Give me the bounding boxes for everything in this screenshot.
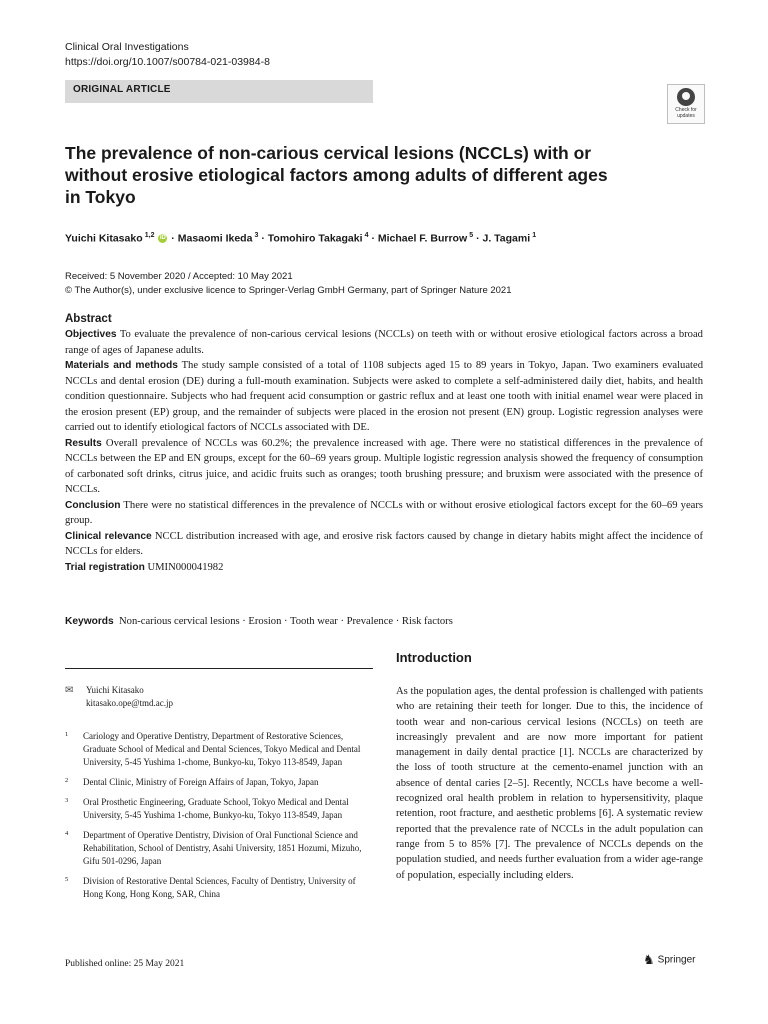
abstract-objectives xyxy=(65,327,703,358)
results-label: Results xyxy=(65,437,102,449)
springer-horse-icon: ♞ xyxy=(643,952,655,967)
affiliation-number: 5 xyxy=(65,876,69,883)
methods-label: Materials and methods xyxy=(65,360,178,371)
abstract-body xyxy=(65,327,703,575)
abstract-methods xyxy=(65,358,703,436)
affiliation-text: Cariology and Operative Dentistry, Department of Restorative Sciences, Graduate School of Medical and Dental Sciences, Tokyo Medical and Dental University, 5-45 Yushima 1-chome, Bunkyo-ku, Tokyo 113-8549, Japan xyxy=(83,731,361,767)
author-name[interactable]: Yuichi Kitasako xyxy=(65,232,143,245)
check-updates-icon xyxy=(677,88,695,106)
author-affiliation-sup: 1 xyxy=(532,232,537,239)
affiliation-text: Division of Restorative Dental Sciences, Faculty of Dentistry, University of Hong Kong, Hong Kong, SAR, China xyxy=(83,876,356,899)
affiliation-text: Dental Clinic, Ministry of Foreign Affairs of Japan, Tokyo, Japan xyxy=(83,777,319,787)
abstract-clinical-relevance xyxy=(65,529,703,560)
affiliation-number: 4 xyxy=(65,830,69,837)
author-name[interactable]: Michael F. Burrow xyxy=(377,232,468,245)
affiliation-item xyxy=(65,776,375,789)
article-dates xyxy=(65,270,512,298)
affiliation-text: Department of Operative Dentistry, Division of Oral Functional Science and Rehabilitation, School of Dentistry, Asahi University, 1851 Hozumi, Mizuho, Gifu 501-0296, Japan xyxy=(83,830,362,866)
results-text: Overall prevalence of NCCLs was 60.2%; the prevalence increased with age. There were no statistical differences in the prevalence of NCCLs between the EP and EN groups, except for the 60–69 years group. Multiple logistic regression analysis showed the frequency of consumption of carbonated soft drinks, citrus juice, and acidic fruits such as oranges; tooth brushing pressure; and bruxism were associated with the presence of NCCLs. xyxy=(65,437,703,495)
author-name[interactable]: Masaomi Ikeda xyxy=(177,232,253,245)
introduction-heading: Introduction xyxy=(396,650,472,665)
affiliation-number: 2 xyxy=(65,777,69,784)
envelope-icon: ✉ xyxy=(65,685,74,696)
author-affiliation-sup: 3 xyxy=(254,232,259,239)
affiliation-item xyxy=(65,829,375,868)
doi-link[interactable]: https://doi.org/10.1007/s00784-021-03984-8 xyxy=(65,56,270,68)
copyright-line: © The Author(s), under exclusive licence to Springer-Verlag GmbH Germany, part of Springer Nature 2021 xyxy=(65,285,512,296)
keywords-text: Non-carious cervical lesions · Erosion · Tooth wear · Prevalence · Risk factors xyxy=(119,616,453,627)
abstract-trial-registration xyxy=(65,560,703,576)
author-affiliation-sup: 5 xyxy=(469,232,474,239)
journal-header xyxy=(65,40,270,70)
author-list: Yuichi Kitasako $^{1,2}$ iD · Masaomi Ikeda $^3$ · Tomohiro Takagaki $^4$ · Michael F. Burrow $^5$ · J. Tagami $^1$ xyxy=(65,232,537,245)
correspondence-email[interactable]: kitasako.ope@tmd.ac.jp xyxy=(86,698,174,708)
affiliation-text: Oral Prosthetic Engineering, Graduate School, Tokyo Medical and Dental University, 5-45 Yushima 1-chome, Bunkyo-ku, Tokyo 113-8549, Japan xyxy=(83,797,349,820)
conclusion-text: There were no statistical differences in the prevalence of NCCLs with or without erosive etiological factors except for the 60–69 years group. xyxy=(65,499,703,526)
check-for-updates-badge[interactable] xyxy=(667,84,705,124)
objectives-label: Objectives xyxy=(65,329,117,340)
orcid-icon[interactable]: iD xyxy=(159,235,166,242)
introduction-paragraph: As the population ages, the dental profession is challenged with patients who are retaining their teeth for longer. Due to this, the incidence of tooth wear and non-carious cervical lesions (NCCLs) on teeth are increasingly prevalent and are now more important for patient management in daily dental practice [1]. NCCLs are characterized by the loss of tooth structure at the cemento-enamel junction with an absence of dental caries [2–5]. Recently, NCCLs have become a well-recognized oral health problem in relation to hypersensitivity, plaque retention, root fracture, and aesthetic problems [6]. A systematic review reported that the prevalence rate of NCCLs in the adult population can range from 5 to 85% [7]. The prevalence of NCCLs depends on the population studied, and needs further evaluation from a wider age-range of population, especially including elders. xyxy=(396,686,703,881)
affiliation-item xyxy=(65,796,375,822)
trial-registration-label: Trial registration xyxy=(65,561,145,573)
badge-label: Check for updates xyxy=(675,107,697,119)
objectives-text: To evaluate the prevalence of non-carious cervical lesions (NCCLs) on teeth with or without erosive etiological factors across a broad range of ages of Japanese adults. xyxy=(65,329,703,356)
keywords xyxy=(65,616,705,627)
abstract-heading: Abstract xyxy=(65,313,112,325)
keywords-label: Keywords xyxy=(65,616,114,627)
correspondence-name: Yuichi Kitasako xyxy=(86,685,144,695)
author-name[interactable]: J. Tagami xyxy=(482,232,531,245)
author-name[interactable]: Tomohiro Takagaki xyxy=(267,232,363,245)
conclusion-label: Conclusion xyxy=(65,499,121,511)
affiliation-number: 1 xyxy=(65,731,69,738)
introduction-body xyxy=(396,684,703,883)
journal-name: Clinical Oral Investigations xyxy=(65,41,189,53)
author-affiliation-sup: 1,2 xyxy=(144,232,155,239)
published-date: Published online: 25 May 2021 xyxy=(65,959,185,969)
trial-registration-text: UMIN000041982 xyxy=(147,561,224,573)
affiliation-number: 3 xyxy=(65,797,69,804)
publisher-logo xyxy=(643,952,695,968)
received-accepted-dates: Received: 5 November 2020 / Accepted: 10 May 2021 xyxy=(65,271,293,282)
affiliation-item xyxy=(65,730,375,769)
abstract-conclusion xyxy=(65,498,703,529)
author-affiliation-sup: 4 xyxy=(364,232,369,239)
publisher-name: Springer xyxy=(657,954,696,966)
methods-text: The study sample consisted of a total of 1108 subjects aged 15 to 89 years in Tokyo, Japan. Two examiners evaluated NCCLs and dental erosion (DE) during a full-mouth examination. Subjects were asked to complete a self-administered daily diet, habits, and health condition questionnaire. Subjects who had frequent acid consumption or gastric reflux and at least one tooth with initial enamel wear were placed in the erosion present (EP) group, and the remainder of subjects were placed in the erosion not present (EN) group. Logistic regression analyses were carried out to identify etiological factors of NCCLs associated with DE. xyxy=(65,360,703,433)
article-type-banner xyxy=(65,80,373,103)
clinical-relevance-text: NCCL distribution increased with age, and erosive risk factors caused by change in dietary habits might affect the incidence of NCCLs for elders. xyxy=(65,530,703,557)
footnote-divider xyxy=(65,668,373,669)
article-type-label: ORIGINAL ARTICLE xyxy=(73,84,171,95)
article-title: The prevalence of non-carious cervical lesions (NCCLs) with or without erosive etiological factors among adults of different ages in Tokyo xyxy=(65,143,608,207)
clinical-relevance-label: Clinical relevance xyxy=(65,530,152,542)
affiliations xyxy=(65,730,375,908)
abstract-results xyxy=(65,436,703,498)
affiliation-item xyxy=(65,875,375,901)
